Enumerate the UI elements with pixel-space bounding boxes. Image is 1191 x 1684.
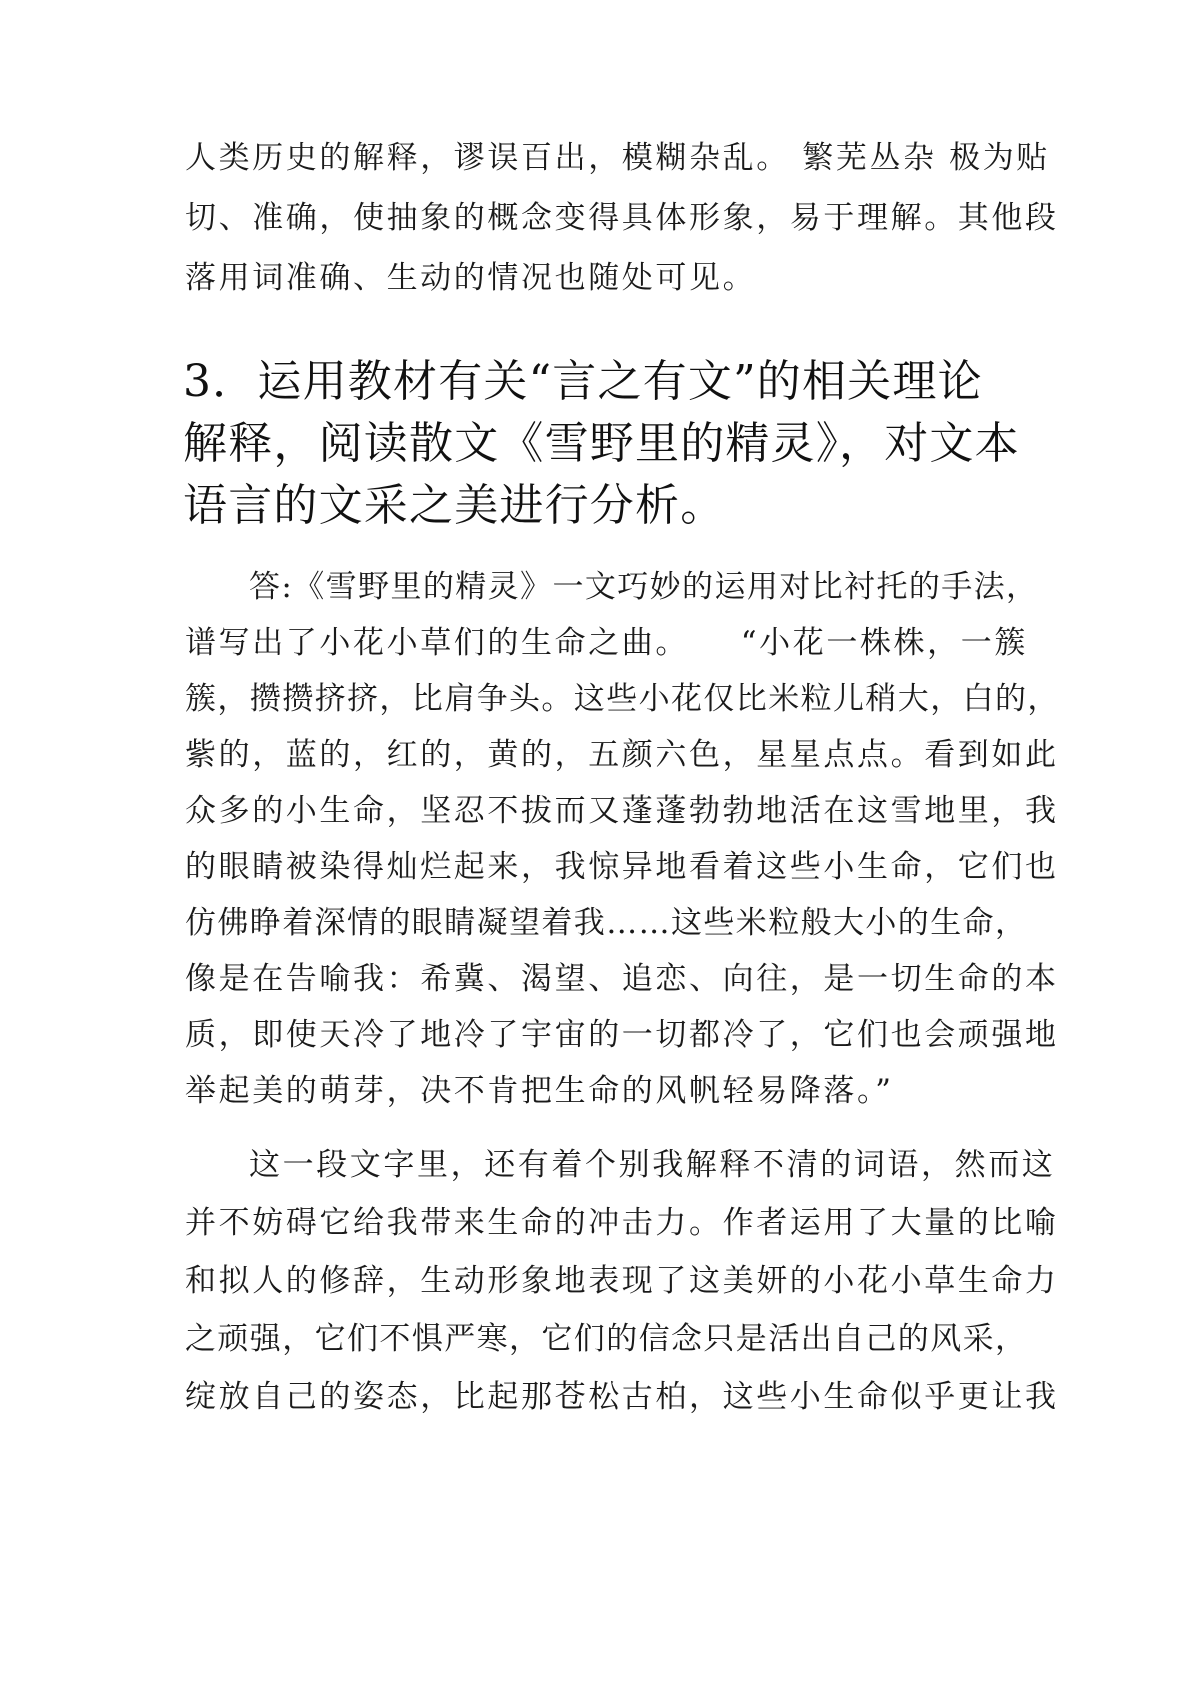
heading-line: 3．运用教材有关“言之有文”的相关理论 — [183, 356, 983, 407]
text-line: 落用词准确、生动的情况也随处可见。 — [185, 260, 757, 296]
text-line: 谱写出了小花小草们的生命之曲。 “小花一株株，一簇 — [185, 625, 1028, 661]
text-line: 绽放自己的姿态，比起那苍松古柏，这些小生命似乎更让我 — [185, 1379, 1059, 1415]
text-line: 答:《雪野里的精灵》一文巧妙的运用对比衬托的手法， — [249, 569, 1039, 605]
text-line: 之顽强，它们不惧严寒，它们的信念只是活出自己的风采， — [185, 1321, 1028, 1357]
text-line: 这一段文字里，还有着个别我解释不清的词语，然而这 — [249, 1147, 1056, 1183]
text-line: 和拟人的修辞，生动形象地表现了这美妍的小花小草生命力 — [185, 1263, 1059, 1299]
text-line: 的眼睛被染得灿烂起来，我惊异地看着这些小生命，它们也 — [185, 849, 1059, 885]
text-line: 人类历史的解释，谬误百出，模糊杂乱。 繁芜丛杂 极为贴 — [185, 140, 1050, 176]
text-line: 并不妨碍它给我带来生命的冲击力。作者运用了大量的比喻 — [185, 1205, 1059, 1241]
heading-line: 解释，阅读散文《雪野里的精灵》，对文本 — [183, 418, 1020, 469]
text-line: 质，即使天冷了地冷了宇宙的一切都冷了，它们也会顽强地 — [185, 1017, 1059, 1053]
text-line: 仿佛睁着深情的眼睛凝望着我……这些米粒般大小的生命， — [185, 905, 1028, 941]
text-line: 像是在告喻我：希冀、渴望、追恋、向往，是一切生命的本 — [185, 961, 1059, 997]
heading-line: 语言的文采之美进行分析。 — [183, 480, 726, 531]
text-line: 簇，攒攒挤挤，比肩争头。这些小花仅比米粒儿稍大，白的， — [185, 681, 1060, 717]
text-line: 众多的小生命，坚忍不拔而又蓬蓬勃勃地活在这雪地里，我 — [185, 793, 1059, 829]
text-line: 紫的，蓝的，红的，黄的，五颜六色，星星点点。看到如此 — [185, 737, 1059, 773]
text-line: 举起美的萌芽，决不肯把生命的风帆轻易降落。” — [185, 1073, 894, 1109]
text-line: 切、准确，使抽象的概念变得具体形象，易于理解。其他段 — [185, 200, 1059, 236]
